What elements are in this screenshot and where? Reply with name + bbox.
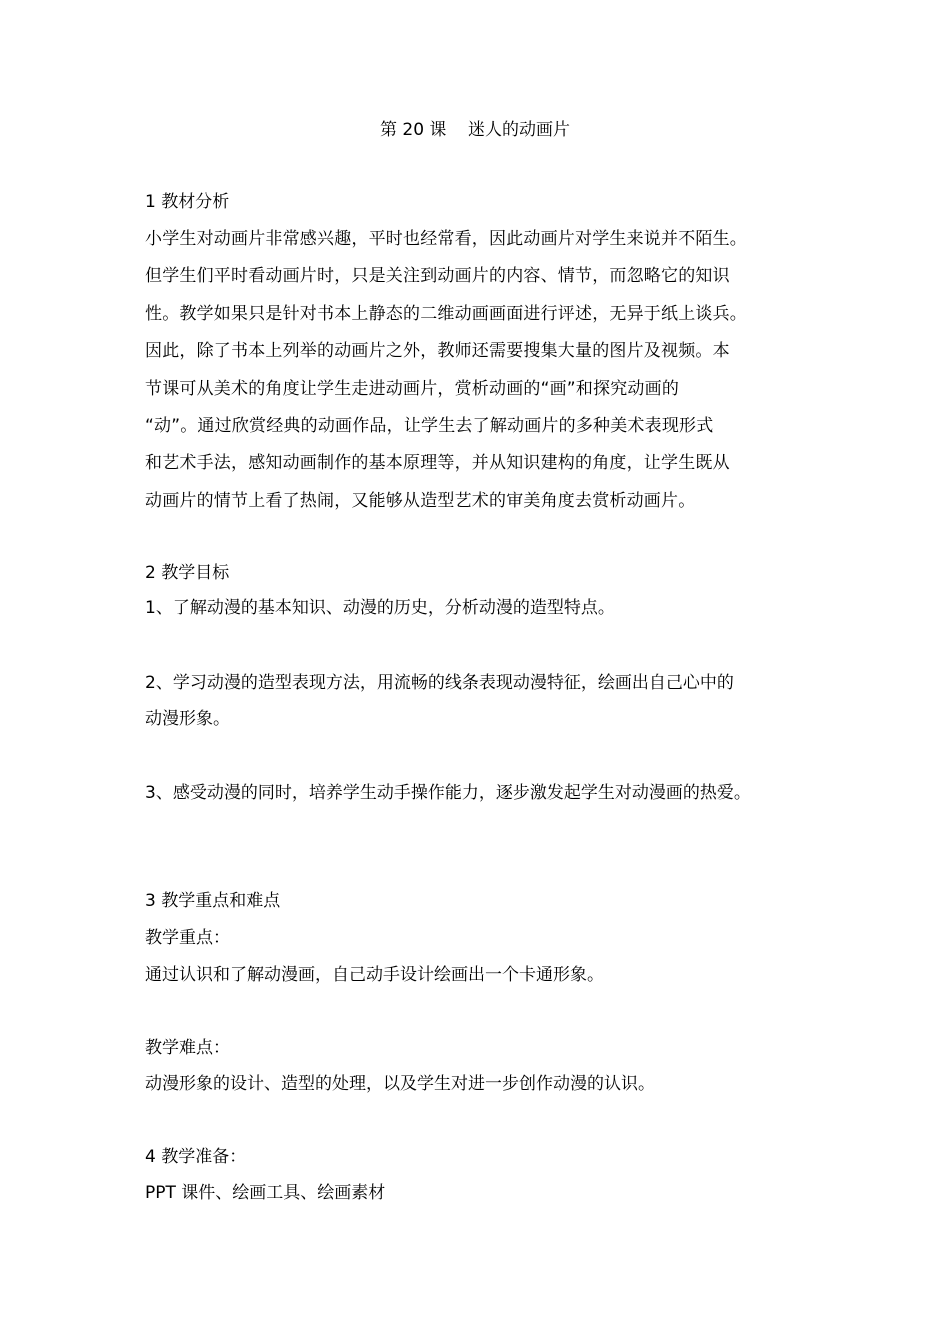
paragraph-line: 性。教学如果只是针对书本上静态的二维动画画面进行评述，无异于纸上谈兵。 [145,303,747,324]
section-1-paragraph [145,221,835,520]
difficulty-text: 动漫形象的设计、造型的处理，以及学生对进一步创作动漫的认识。 [145,1074,655,1094]
key-point-text: 通过认识和了解动漫画，自己动手设计绘画出一个卡通形象。 [145,965,604,985]
key-point-label: 教学重点： [145,928,230,948]
paragraph-line: 动画片的情节上看了热闹，又能够从造型艺术的审美角度去赏析动画片。 [145,490,696,511]
paragraph-line: 和艺术手法，感知动画制作的基本原理等，并从知识建构的角度，让学生既从 [145,453,730,474]
preparation-text: PPT 课件、绘画工具、绘画素材 [145,1183,386,1203]
section-1-heading: 1 教材分析 [145,192,230,212]
paragraph-line: 因此，除了书本上列举的动画片之外，教师还需要搜集大量的图片及视频。本 [145,341,730,362]
section-4-heading: 4 教学准备： [145,1147,247,1167]
objective-2-line: 动漫形象。 [145,709,230,729]
paragraph-line: 但学生们平时看动画片时，只是关注到动画片的内容、情节，而忽略它的知识 [145,266,730,287]
section-3-heading: 3 教学重点和难点 [145,891,281,911]
difficulty-label: 教学难点： [145,1038,230,1058]
objective-1: 1、了解动漫的基本知识、动漫的历史，分析动漫的造型特点。 [145,598,615,618]
section-2-heading: 2 教学目标 [145,563,230,583]
paragraph-line: 小学生对动画片非常感兴趣，平时也经常看，因此动画片对学生来说并不陌生。 [145,229,747,249]
objective-2-line: 2、学习动漫的造型表现方法，用流畅的线条表现动漫特征，绘画出自己心中的 [145,673,734,693]
paragraph-line: 节课可从美术的角度让学生走进动画片，赏析动画的“画”和探究动画的 [145,378,680,399]
objective-3: 3、感受动漫的同时，培养学生动手操作能力，逐步激发起学生对动漫画的热爱。 [145,783,751,803]
lesson-title: 第 20 课 迷人的动画片 [379,120,571,140]
paragraph-line: “动”。通过欣赏经典的动画作品，让学生去了解动画片的多种美术表现形式 [145,416,714,437]
objective-2 [145,665,835,737]
